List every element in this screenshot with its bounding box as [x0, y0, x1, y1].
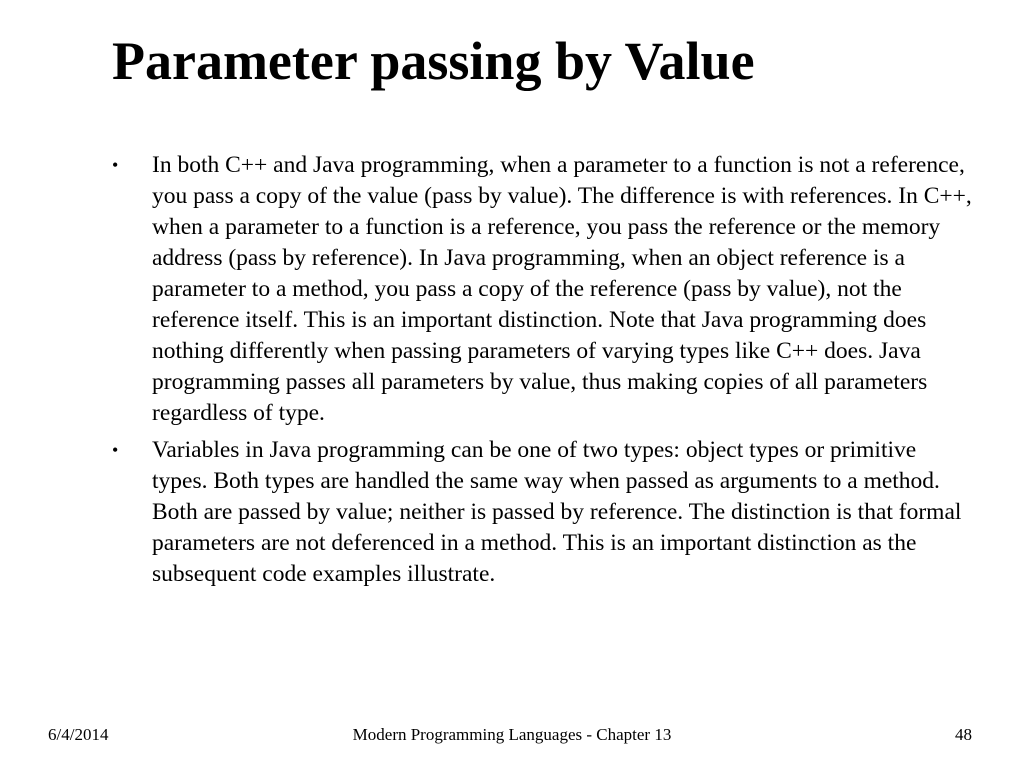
bullet-item — [112, 150, 977, 429]
slide-title: Parameter passing by Value — [112, 31, 755, 91]
bullet-list — [112, 150, 977, 596]
bullet-icon: • — [112, 155, 119, 175]
bullet-item — [112, 435, 977, 590]
footer-date: 6/4/2014 — [48, 725, 109, 744]
bullet-text: Variables in Java programming can be one of two types: object types or primitive types. Both types are handled the same way when passed as arguments to a method. Both are passed by value; neither is passed by reference. The distinction is that formal parameters are not deferenced in a method. This is an important distinction as the subsequent code examples illustrate. — [152, 437, 962, 587]
bullet-icon: • — [112, 440, 119, 460]
footer-page-number: 48 — [955, 725, 972, 744]
footer-title: Modern Programming Languages - Chapter 13 — [352, 725, 672, 744]
bullet-text: In both C++ and Java programming, when a parameter to a function is not a reference, you pass a copy of the value (pass by value). The difference is with references. In C++, when a parameter to a function is a reference, you pass the reference or the memory address (pass by reference). In Java programming, when an object reference is a parameter to a method, you pass a copy of the reference (pass by value), not the reference itself. This is an important distinction. Note that Java programming does nothing differently when passing parameters of varying types like C++ does. Java programming passes all parameters by value, thus making copies of all parameters regardless of type. — [152, 152, 972, 426]
